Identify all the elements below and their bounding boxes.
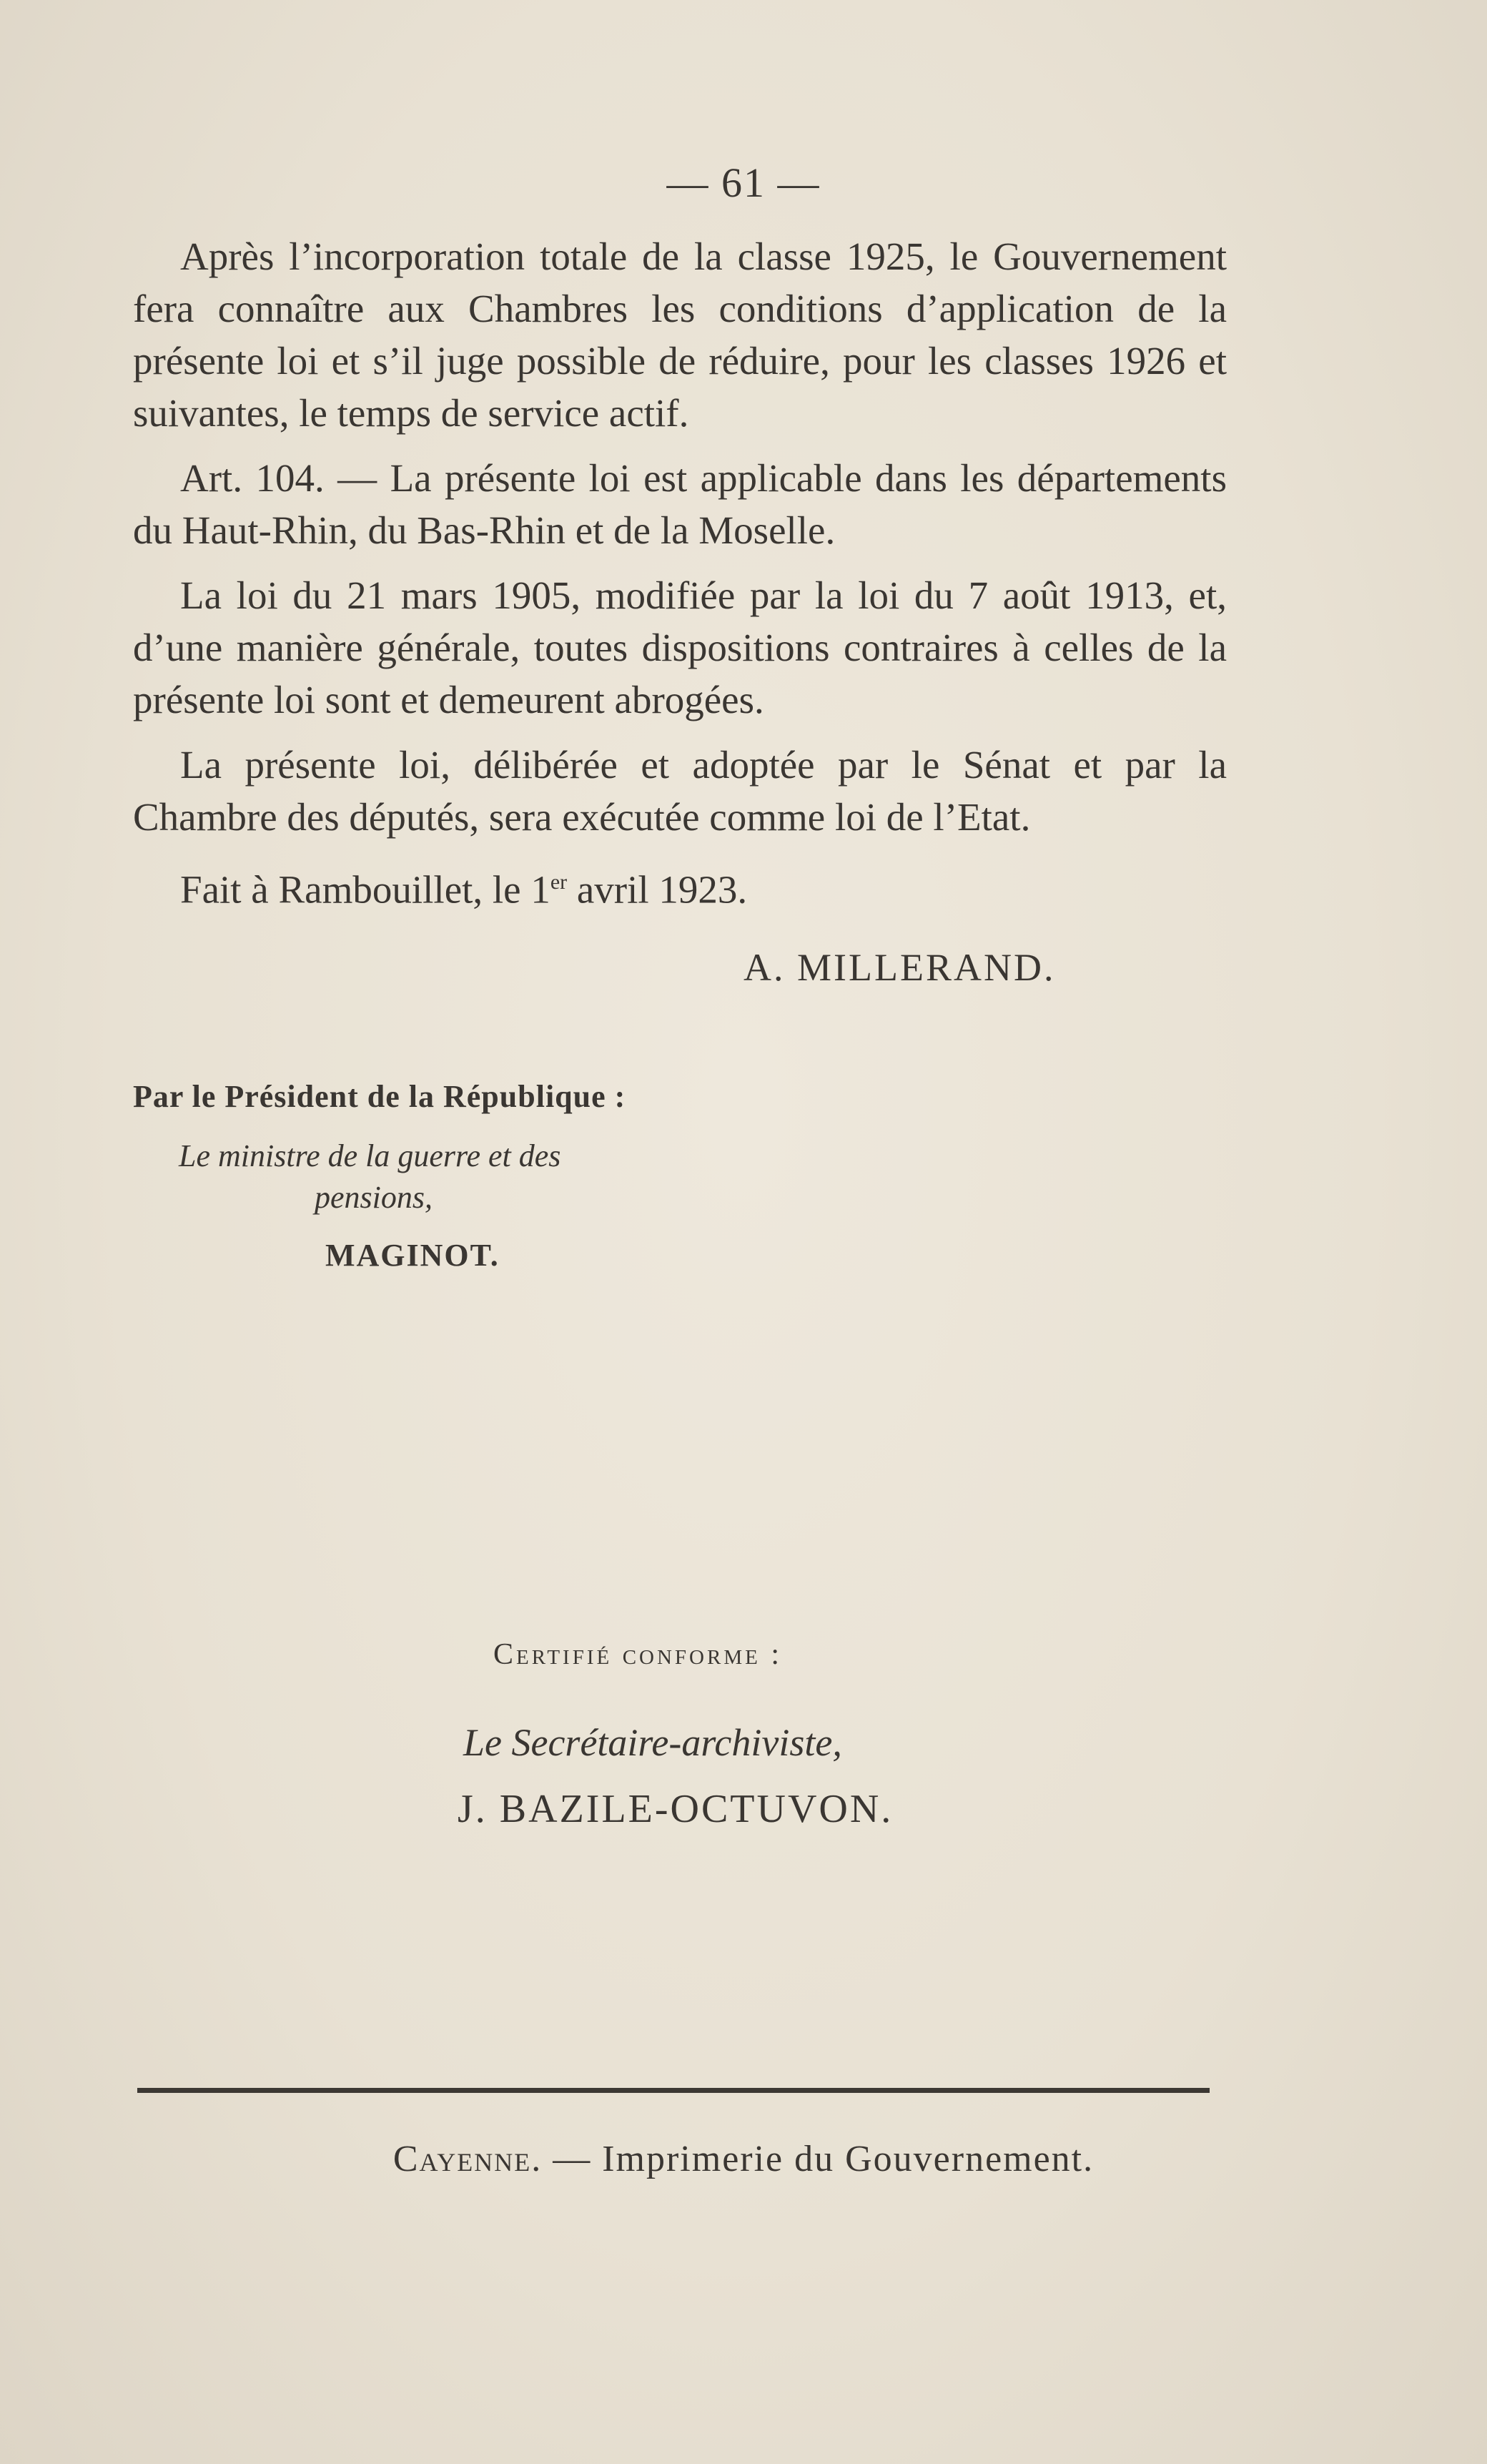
date-ordinal-suffix: er	[550, 870, 568, 894]
president-signature: A. MILLERAND.	[744, 946, 1056, 989]
date-place-line	[133, 856, 1227, 915]
secretary-title: Le Secrétaire-archiviste,	[463, 1721, 842, 1764]
paragraph-abrogation: La loi du 21 mars 1905, modifiée par la loi du 7 août 1913, et, d’une manière générale, toutes dispositions contraires à celles de la présente loi sont et demeurent abrogées.	[133, 573, 1227, 721]
page-number: — 61 —	[666, 159, 821, 206]
imprint-city: Cayenne.	[392, 2139, 543, 2179]
imprint-printer: — Imprimerie du Gouvernement.	[542, 2139, 1095, 2179]
date-place-text: Fait à Rambouillet, le 1	[180, 867, 550, 912]
date-place-text-end: avril 1923.	[567, 867, 748, 912]
minister-signature: MAGINOT.	[325, 1238, 500, 1273]
body-text	[133, 230, 1227, 928]
divider-rule	[137, 2088, 1210, 2093]
certification-label: Certifié conforme :	[493, 1638, 783, 1671]
secretary-signature: J. BAZILE-OCTUVON.	[458, 1787, 894, 1831]
minister-title	[179, 1135, 679, 1218]
minister-title-line-2: pensions,	[315, 1180, 433, 1215]
countersign-intro: Par le Président de la République :	[133, 1079, 626, 1114]
printer-imprint	[0, 2138, 1487, 2180]
paragraph-incorporation: Après l’incorporation totale de la classe 1925, le Gouvernement fera connaître aux Chambres les conditions d’application de la présente loi et s’il juge possible de réduire, pour les classes 1926 et suivantes, le temps de service actif.	[133, 235, 1227, 435]
paragraph-execution: La présente loi, délibérée et adoptée par le Sénat et par la Chambre des députés, sera exécutée comme loi de l’Etat.	[133, 743, 1227, 839]
minister-title-line-1: Le ministre de la guerre et des	[179, 1138, 561, 1173]
paragraph-article-104: Art. 104. — La présente loi est applicable dans les départements du Haut-Rhin, du Bas-Rhin et de la Moselle.	[133, 456, 1227, 552]
